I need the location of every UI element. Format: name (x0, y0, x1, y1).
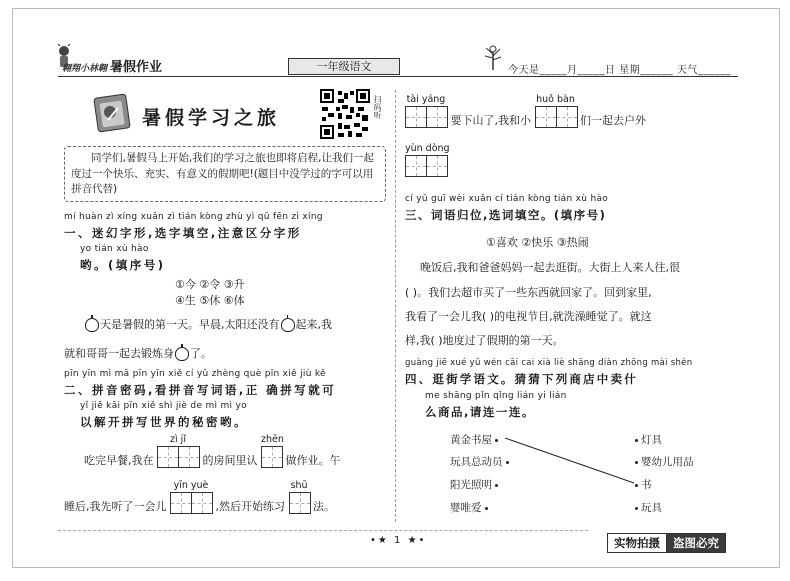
goods-label-4: 玩具 (641, 502, 662, 514)
store-label-2: 玩具总动员 (450, 456, 503, 468)
store-label-3: 阳光照明 (450, 479, 492, 491)
book-icon (92, 92, 132, 134)
q4-pinyin-line1: guàng jiē xué yǔ wén cāi cai xià liè shāng diàn zhōng mài shén (405, 358, 693, 368)
q1-s1-part-b: 起来,我 (295, 318, 332, 331)
q2-s2-part-b: ,然后开始练习 (215, 500, 285, 513)
q2-pinyin-line1: pīn yīn mì mǎ pīn yīn xiě cí yǔ zhèng què pīn xiě jiù kě (64, 369, 326, 379)
q2-s2-part-c: 法。 (313, 500, 335, 513)
brand-title (62, 56, 162, 75)
apple-blank-1[interactable] (85, 318, 99, 332)
q1-heading-line2: 哟。(填序号) (80, 258, 166, 272)
store-item-4[interactable] (450, 500, 491, 515)
q2-s1-part-a: 吃完早餐,我在 (84, 454, 154, 467)
q1-pinyin-line1: mí huàn zì xíng xuǎn zì tián kòng zhù yì qū fēn zì xíng (64, 212, 323, 222)
store-label-1: 黄金书屋 (450, 434, 492, 446)
goods-label-2: 婴幼儿用品 (641, 456, 694, 468)
q1-s1-part-a: 天是暑假的第一天。早晨,太阳还没有 (100, 318, 280, 331)
q4-heading-line2: 么商品,请连一连。 (425, 405, 535, 419)
q3-heading: 三、词语归位,选词填空。(填序号) (405, 208, 607, 222)
date-weather-line: 今天是_____月_____日 星期______ 天气______ (508, 65, 731, 76)
pinyin-yinyue: yīn yuè (173, 480, 209, 491)
q2-heading-line2: 以解开拼写世界的秘密哟。 (80, 415, 248, 429)
q1-s2-part-a: 就和哥哥一起去锻炼身 (64, 347, 174, 360)
pinyin-box-yinyue[interactable] (170, 480, 212, 514)
stamp-part-a: 实物拍摄 (608, 534, 667, 552)
goods-item-3[interactable] (632, 477, 652, 492)
q2-s2-part-a: 睡后,我先听了一会儿 (64, 500, 167, 513)
right-sentence-1 (405, 94, 646, 128)
pinyin-box-zhen[interactable] (261, 434, 284, 468)
column-divider (395, 90, 396, 522)
store-item-2[interactable] (450, 454, 512, 469)
q2-sentence-1 (84, 434, 341, 468)
pinyin-box-shu[interactable] (289, 480, 310, 514)
q4-pinyin-line2: me shāng pǐn qǐng lián yi lián (425, 391, 567, 401)
goods-label-1: 灯具 (641, 434, 662, 446)
q3-paragraph-3: 我看了一会儿我( )的电视节目,就洗澡睡觉了。就这 (405, 310, 652, 323)
footer-divider (58, 530, 588, 531)
pinyin-huoban: huǒ bàn (536, 94, 575, 105)
brand-text: 暑假作业 (110, 60, 163, 75)
pinyin-box-yundong[interactable] (405, 143, 450, 177)
goods-label-3: 书 (641, 479, 652, 491)
tree-icon (482, 44, 504, 70)
qr-code-icon[interactable] (320, 89, 370, 139)
q2-sentence-2 (64, 480, 335, 514)
q2-s1-part-b: 的房间里认 (202, 454, 258, 467)
right-s1-part-b: 们一起去户外 (580, 114, 646, 127)
q2-heading-line1: 二、拼音密码,看拼音写词语,正 确拼写就可 (64, 383, 337, 397)
store-item-3[interactable] (450, 477, 501, 492)
q2-pinyin-line2: yǐ jiě kāi pīn xiě shì jiè de mì mì yo (80, 401, 247, 411)
pinyin-box-taiyang[interactable] (405, 94, 447, 128)
qr-label: 扫码听 (373, 95, 382, 119)
q3-paragraph-1: 晚饭后,我和爸爸妈妈一起去逛街。大街上人来人往,很 (420, 261, 680, 274)
page-title: 暑假学习之旅 (142, 107, 281, 129)
q1-s2-part-b: 了。 (190, 347, 212, 360)
q3-options: ①喜欢 ②快乐 ③热闹 (486, 236, 589, 249)
stamp-part-b: 盗图必究 (667, 534, 725, 552)
pinyin-box-ziji[interactable] (157, 434, 199, 468)
right-s1-part-a: 要下山了,我和小 (450, 114, 531, 127)
q1-options-row1: ①今 ②令 ③升 (175, 278, 245, 291)
pinyin-box-huoban[interactable] (535, 94, 577, 128)
store-label-4: 婴唯爱 (450, 502, 482, 514)
q3-paragraph-4: 样,我( )地度过了假期的第一天。 (405, 334, 564, 347)
store-item-1[interactable] (450, 432, 501, 447)
q1-sentence-2 (64, 345, 212, 361)
q1-pinyin-line2: yo tián xù hào (80, 244, 149, 254)
q2-s1-part-c: 做作业。午 (285, 454, 341, 467)
apple-blank-2[interactable] (281, 318, 295, 332)
pinyin-yundong: yùn dòng (405, 143, 450, 154)
intro-box: 同学们,暑假马上开始,我们的学习之旅也即将启程,让我们一起度过一个快乐、充实、有意义的假期吧!(题目中没学过的字可以用拼音代替) (64, 146, 386, 202)
q1-sentence-1 (84, 316, 332, 332)
right-sentence-2 (405, 143, 450, 177)
q1-options-row2: ④生 ⑤休 ⑥体 (175, 294, 245, 307)
pinyin-shu: shū (290, 480, 308, 491)
brand-decoration: 翱翔小林翱 (62, 64, 108, 74)
grade-label: 一年级语文 (288, 58, 400, 75)
goods-item-1[interactable] (632, 432, 662, 447)
goods-item-2[interactable] (632, 454, 694, 469)
watermark-stamp (607, 533, 726, 553)
q1-heading-line1: 一、迷幻字形,选字填空,注意区分字形 (64, 226, 302, 240)
q3-pinyin: cí yǔ guī wèi xuǎn cí tián kòng tián xù hào (405, 194, 609, 204)
header-divider (58, 76, 738, 77)
pinyin-ziji: zì jǐ (170, 434, 186, 445)
page-number: •★ 1 ★• (370, 535, 427, 546)
q4-heading-line1: 四、逛街学语文。猜猜下列商店中卖什 (405, 372, 638, 386)
pinyin-taiyang: tài yáng (406, 94, 446, 105)
goods-item-4[interactable] (632, 500, 662, 515)
q3-paragraph-2: ( )。我们去超市买了一些东西就回家了。回到家里, (405, 286, 652, 299)
pinyin-zhen: zhēn (261, 434, 284, 445)
apple-blank-3[interactable] (175, 347, 189, 361)
